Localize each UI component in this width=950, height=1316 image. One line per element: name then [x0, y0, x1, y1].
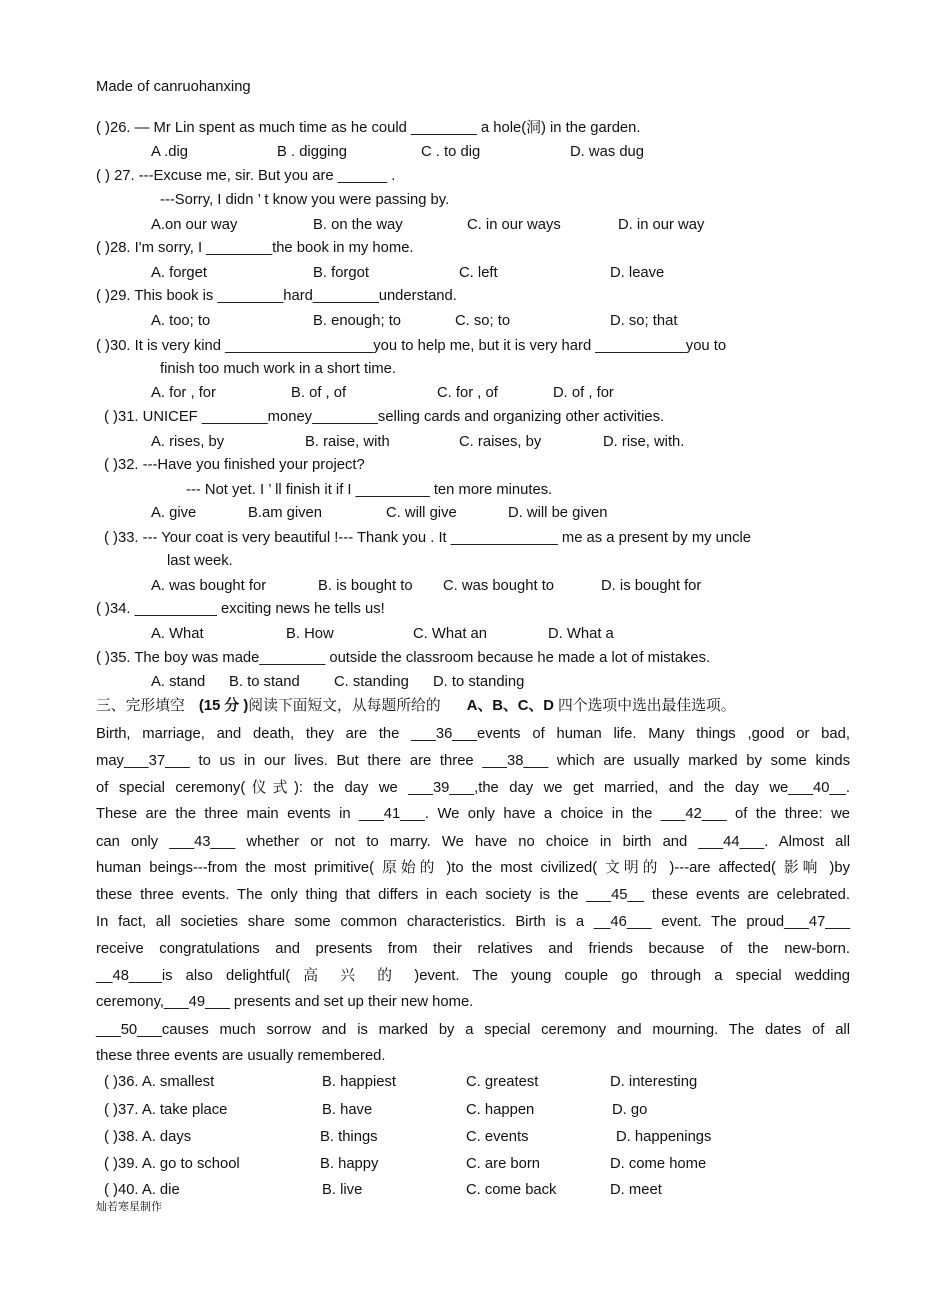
- section-3-prefix: 三、完形填空: [96, 698, 185, 714]
- question-32-stem: ( )32. ---Have you finished your project?: [104, 457, 365, 473]
- question-35-option-b: B. to stand: [229, 674, 300, 690]
- question-34-option-d: D. What a: [548, 626, 614, 642]
- passage-line: these three events are usually remembered.: [96, 1048, 386, 1064]
- question-32-option-c: C. will give: [386, 505, 457, 521]
- question-27-option-b: B. on the way: [313, 217, 403, 233]
- question-34-stem: ( )34. __________ exciting news he tells us!: [96, 601, 385, 617]
- cloze-38-option-d: D. happenings: [616, 1129, 712, 1145]
- passage-line: these three events. The only thing that differs in each society is the ___45__ these events are celebrated.: [96, 887, 850, 903]
- question-34-option-c: C. What an: [413, 626, 488, 642]
- page-header: Made of canruohanxing: [96, 79, 251, 95]
- question-27-option-a: A.on our way: [151, 217, 238, 233]
- question-26-option-b: B . digging: [277, 144, 347, 160]
- question-33-stem: ( )33. --- Your coat is very beautiful !--- Thank you . It _____________ me as a present by my uncle: [104, 530, 752, 546]
- question-31-option-b: B. raise, with: [305, 434, 390, 450]
- passage-line: Birth, marriage, and death, they are the ___36___events of human life. Many things ,good or bad,: [96, 726, 850, 742]
- cloze-37-option-c: C. happen: [466, 1102, 535, 1118]
- cloze-37-stem: ( )37. A. take place: [104, 1102, 228, 1118]
- question-26-option-c: C . to dig: [421, 144, 481, 160]
- question-33-option-c: C. was bought to: [443, 578, 555, 594]
- question-29-option-c: C. so; to: [455, 313, 511, 329]
- passage-line: ceremony,___49___ presents and set up their new home.: [96, 994, 474, 1010]
- question-33-stem-continued: last week.: [167, 553, 233, 569]
- question-31-option-d: D. rise, with.: [603, 434, 685, 450]
- question-28-option-d: D. leave: [610, 265, 665, 281]
- question-30-option-b: B. of , of: [291, 385, 347, 401]
- section-3-score: (15 分 ): [198, 698, 249, 714]
- question-27-option-c: C. in our ways: [467, 217, 561, 233]
- cloze-39-option-c: C. are born: [466, 1156, 541, 1172]
- cloze-40-option-b: B. live: [322, 1182, 363, 1198]
- question-28-option-a: A. forget: [151, 265, 207, 281]
- question-32-option-a: A. give: [151, 505, 197, 521]
- cloze-38-option-b: B. things: [320, 1129, 378, 1145]
- cloze-39-stem: ( )39. A. go to school: [104, 1156, 240, 1172]
- question-30-option-a: A. for , for: [151, 385, 216, 401]
- cloze-37-option-d: D. go: [612, 1102, 648, 1118]
- passage-line: can only ___43___ whether or not to marry. We have no choice in birth and ___44___. Almost all: [96, 834, 850, 850]
- cloze-36-stem: ( )36. A. smallest: [104, 1074, 215, 1090]
- section-3-instruction-end: 四个选项中选出最佳选项。: [553, 698, 736, 714]
- passage-line: __48____is also delightful( 高 兴 的 )event. The young couple go through a special wedding: [96, 968, 850, 984]
- question-30-option-c: C. for , of: [437, 385, 498, 401]
- question-27-stem: ( ) 27. ---Excuse me, sir. But you are ______ .: [96, 168, 396, 184]
- question-28-stem: ( )28. I'm sorry, I ________the book in my home.: [96, 240, 414, 256]
- question-32-option-b: B.am given: [248, 505, 323, 521]
- passage-line: receive congratulations and presents from their relatives and friends because of the new-born.: [96, 941, 850, 957]
- question-26-option-a: A .dig: [151, 144, 189, 160]
- cloze-36-option-d: D. interesting: [610, 1074, 698, 1090]
- question-28-option-b: B. forgot: [313, 265, 369, 281]
- question-26-stem: ( )26. — Mr Lin spent as much time as he could ________ a hole(洞) in the garden.: [96, 120, 641, 136]
- question-31-stem: ( )31. UNICEF ________money________selling cards and organizing other activities.: [104, 409, 665, 425]
- passage-line: human beings---from the most primitive( 原始的 )to the most civilized( 文明的 )---are affected( 影响 )by: [96, 860, 850, 876]
- cloze-39-option-b: B. happy: [320, 1156, 379, 1172]
- passage-line: These are the three main events in ___41___. We only have a choice in the ___42___ of the three: we: [96, 806, 850, 822]
- cloze-38-option-c: C. events: [466, 1129, 529, 1145]
- question-31-option-c: C. raises, by: [459, 434, 542, 450]
- question-33-option-b: B. is bought to: [318, 578, 413, 594]
- question-29-stem: ( )29. This book is ________hard________understand.: [96, 288, 457, 304]
- section-3-letters: A、B、C、D: [466, 698, 554, 714]
- question-28-option-c: C. left: [459, 265, 498, 281]
- page-footer: 灿若寒星制作: [96, 1200, 162, 1213]
- question-31-option-a: A. rises, by: [151, 434, 225, 450]
- cloze-37-option-b: B. have: [322, 1102, 373, 1118]
- cloze-40-option-c: C. come back: [466, 1182, 557, 1198]
- question-29-option-a: A. too; to: [151, 313, 211, 329]
- question-27-option-d: D. in our way: [618, 217, 705, 233]
- cloze-40-stem: ( )40. A. die: [104, 1182, 180, 1198]
- question-29-option-d: D. so; that: [610, 313, 678, 329]
- section-3-heading: [96, 697, 736, 715]
- cloze-39-option-d: D. come home: [610, 1156, 707, 1172]
- passage-line: ___50___causes much sorrow and is marked by a special ceremony and mourning. The dates of all: [96, 1022, 850, 1038]
- passage-line: of special ceremony(仪式): the day we ___39___,the day we get married, and the day we___40__.: [96, 780, 850, 796]
- question-34-option-a: A. What: [151, 626, 204, 642]
- question-27-stem-reply: ---Sorry, I didn ’ t know you were passing by.: [160, 192, 450, 208]
- question-30-stem: ( )30. It is very kind __________________you to help me, but it is very hard ___________you to: [96, 338, 727, 354]
- cloze-40-option-d: D. meet: [610, 1182, 662, 1198]
- question-35-option-c: C. standing: [334, 674, 409, 690]
- question-35-option-a: A. stand: [151, 674, 206, 690]
- question-32-stem-reply: --- Not yet. I ’ ll finish it if I _________ ten more minutes.: [186, 482, 553, 498]
- question-29-option-b: B. enough; to: [313, 313, 402, 329]
- cloze-36-option-c: C. greatest: [466, 1074, 539, 1090]
- section-3-instruction: 阅读下面短文，从每题所给的: [248, 698, 441, 714]
- passage-line: may___37___ to us in our lives. But there are three ___38___ which are usually marked by some kinds: [96, 753, 850, 769]
- question-35-option-d: D. to standing: [433, 674, 525, 690]
- passage-line: In fact, all societies share some common characteristics. Birth is a __46___ event. The proud___47___: [96, 914, 850, 930]
- question-32-option-d: D. will be given: [508, 505, 608, 521]
- question-33-option-a: A. was bought for: [151, 578, 267, 594]
- cloze-38-stem: ( )38. A. days: [104, 1129, 192, 1145]
- question-30-stem-continued: finish too much work in a short time.: [160, 361, 397, 377]
- cloze-36-option-b: B. happiest: [322, 1074, 397, 1090]
- question-35-stem: ( )35. The boy was made________ outside the classroom because he made a lot of mistakes.: [96, 650, 711, 666]
- question-26-option-d: D. was dug: [570, 144, 645, 160]
- question-34-option-b: B. How: [286, 626, 334, 642]
- question-30-option-d: D. of , for: [553, 385, 614, 401]
- question-33-option-d: D. is bought for: [601, 578, 702, 594]
